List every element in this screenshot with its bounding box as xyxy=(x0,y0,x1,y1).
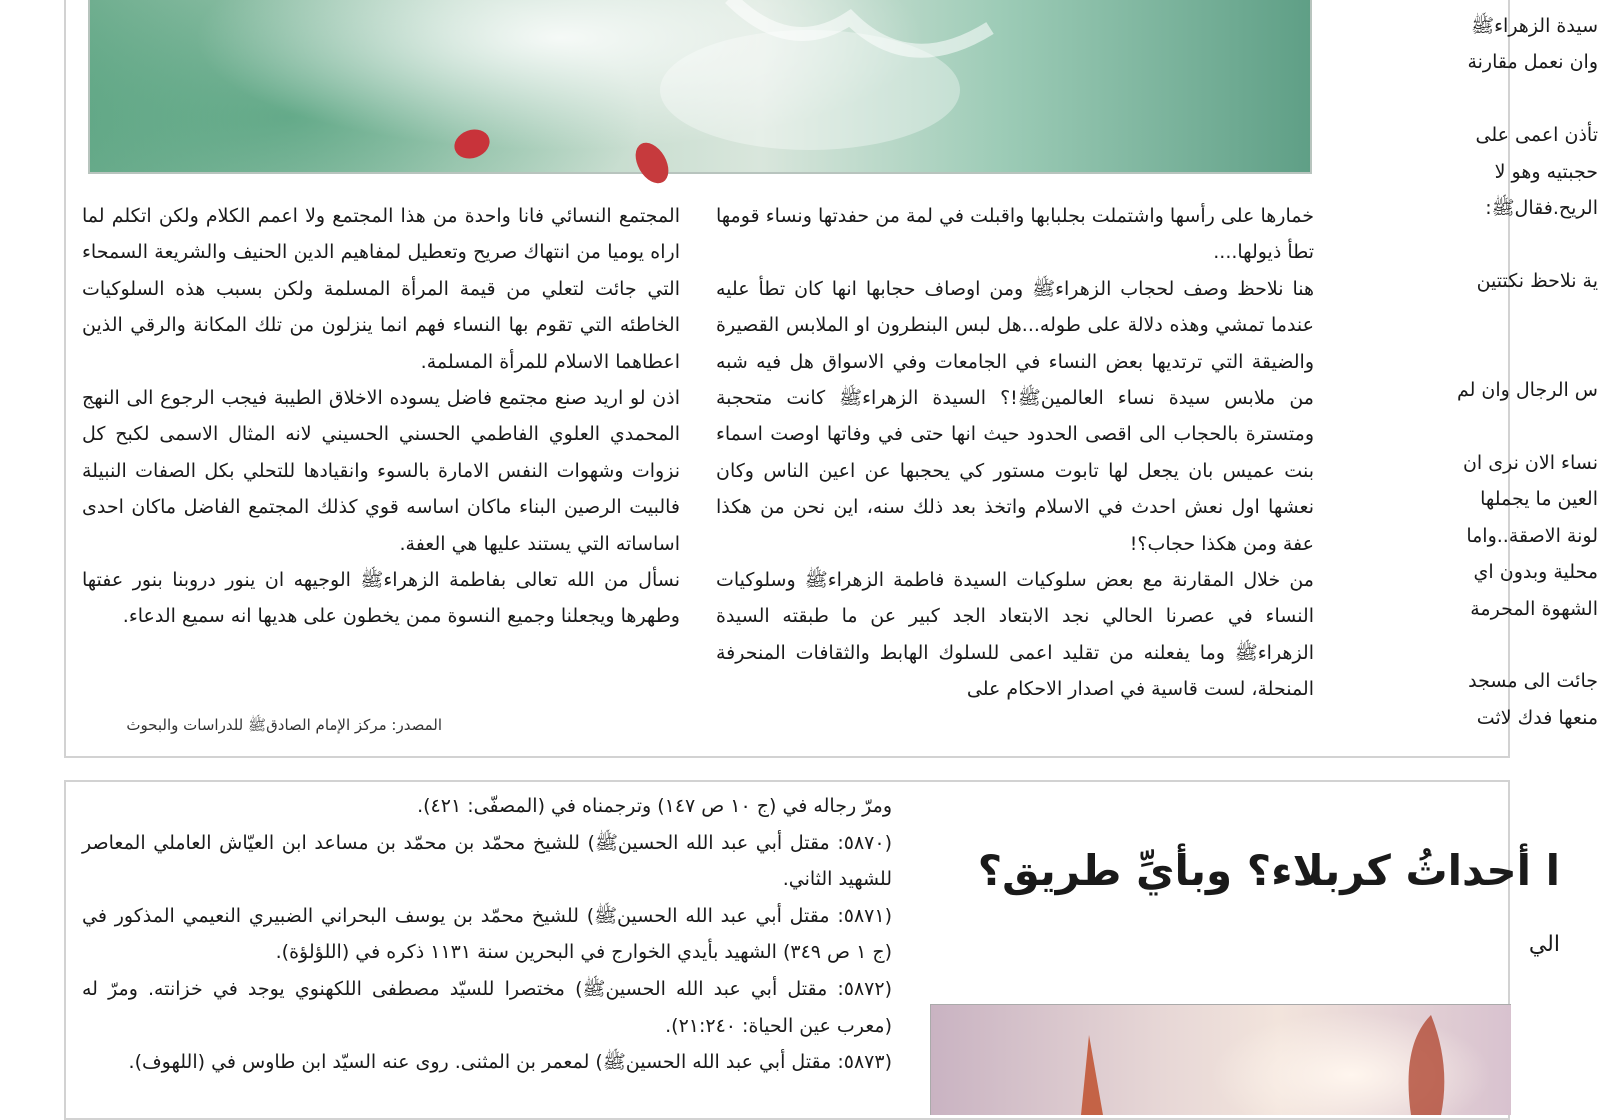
right-column-text xyxy=(1338,8,1598,736)
reference-entry: (٥٨٧٢: مقتل أبي عبد الله الحسينﷺ) مختصرا للسيّد مصطفى اللكهنوي يوجد في خزانته. ومرّ له (معرب عين الحياة: ٢١:٢٤٠). xyxy=(82,977,892,1037)
reference-entry: (٥٨٧١: مقتل أبي عبد الله الحسينﷺ) للشيخ محمّد بن يوسف البحراني الضبيري النعيمي المذكور في (ج ١ ص ٣٤٩) الشهيد بأيدي الخوارج في البحرين سنة ١١٣١ ذكره في (اللؤلؤة). xyxy=(82,904,892,964)
center-column-text xyxy=(716,198,1314,708)
article-headline: ا أحداثُ كربلاء؟ وبأيِّ طريق؟ xyxy=(977,846,1560,895)
right-line: ية نلاحظ نكتتين xyxy=(1476,269,1598,292)
right-line xyxy=(1338,81,1598,117)
center-paragraph: خمارها على رأسها واشتملت بجلبابها واقبلت في لمة من حفدتها ونساء قومها تطأ ذيولها.... xyxy=(716,205,1314,264)
right-line: جائت الى مسجد xyxy=(1468,670,1598,693)
source-credit: المصدر: مركز الإمام الصادقﷺ للدراسات والبحوث xyxy=(126,716,442,734)
right-line xyxy=(1338,408,1598,444)
right-line: الريح.فقالﷺ: xyxy=(1485,197,1598,220)
right-line: العين ما يجملها xyxy=(1480,488,1598,511)
right-line: منعها فدك لاثت xyxy=(1476,706,1598,729)
rose-petals-icon xyxy=(90,0,1310,172)
article-byline: الي xyxy=(1528,932,1560,957)
right-line xyxy=(1338,627,1598,663)
left-column-text xyxy=(82,198,680,635)
hero-image xyxy=(88,0,1312,174)
left-paragraph: المجتمع النسائي فانا واحدة من هذا المجتمع ولا اعمم الكلام ولكن اتكلم لما اراه يوميا من انتهاك صريح وتعطيل لمفاهيم الدين الحنيف والشريعة السمحاء التي جائت لتعلي من قيمة المرأة المسلمة ولكن بسبب هذه السلوكيات الخاطئه التي تقوم بها النساء فهم انما ينزلون من تلك المكانة والرقي الذين اعطاهما الاسلام للمرأة المسلمة. xyxy=(82,205,680,373)
center-paragraph: هنا نلاحظ وصف لحجاب الزهراءﷺ ومن اوصاف حجابها انها كان تطأ عليه عندما تمشي وهذه دلالة على طوله...هل لبس البنطرون او الملابس القصيرة والضيقة التي ترتديها بعض النساء في الجامعات وفي الاسواق هل فيه شبه من ملابس سيدة نساء العالمينﷺ!؟ السيدة الزهراءﷺ كانت متحجبة ومتسترة بالحجاب الى اقصى الحدود حيث انها حتى في وفاتها اوصت اسماء بنت عميس بان يجعل لها تابوت مستور كي يحجبها عن اعين الناس وكان نعشها اول نعش احدث في الاسلام واتخذ بعد ذلك سنه، اين نحن من هكذا عفة ومن هكذا حجاب؟! xyxy=(716,277,1314,555)
right-line: لونة الاصقة..واما xyxy=(1466,524,1598,547)
center-paragraph: من خلال المقارنة مع بعض سلوكيات السيدة فاطمة الزهراءﷺ وسلوكيات النساء في عصرنا الحالي نجد الابتعاد الجد كبير عن ما طبقته السيدة الزهراءﷺ وما يفعلنه من تقليد اعمى للسلوك الهابط والثقافات المنحرفة المنحلة، لست قاسية في اصدار الاحكام على xyxy=(716,569,1314,701)
reference-entry: (٥٨٧٠: مقتل أبي عبد الله الحسينﷺ) للشيخ محمّد بن محمّد بن مساعد ابن العيّاش العاملي المعاصر للشهيد الثاني. xyxy=(82,831,892,891)
right-line: تأذن اعمى على xyxy=(1475,124,1598,147)
left-paragraph: اذن لو اريد صنع مجتمع فاضل يسوده الاخلاق الطيبة فيجب الرجوع الى النهج المحمدي العلوي الفاطمي الحسني الحسيني لانه المثال الاسمى لكبح كل نزوات وشهوات النفس الامارة بالسوء وانقيادها للتحلي بكل الصفات النبيلة فالبيت الرصين البناء ماكان اساسه قوي كذلك المجتمع الفاضل ماكان احدى اساساته التي يستند عليها هي العفة. xyxy=(82,387,680,555)
article-image xyxy=(930,1004,1511,1115)
right-line: محلية وبدون اي xyxy=(1473,561,1598,584)
right-line xyxy=(1338,299,1598,335)
references-list xyxy=(82,788,892,1081)
reference-entry: ومرّ رجاله في (ج ١٠ ص ١٤٧) وترجمناه في (المصفّى: ٤٢١). xyxy=(417,795,892,817)
right-line: س الرجال وان لم xyxy=(1456,379,1598,402)
right-line xyxy=(1338,226,1598,262)
right-line: وان نعمل مقارنة xyxy=(1467,51,1598,74)
reference-entry: (٥٨٧٣: مقتل أبي عبد الله الحسينﷺ) لمعمر بن المثنى. روى عنه السيّد ابن طاوس في (اللهوف). xyxy=(128,1051,892,1074)
right-line xyxy=(1338,336,1598,372)
right-line: حجبتيه وهو لا xyxy=(1494,160,1598,183)
right-line: نساء الان نرى ان xyxy=(1462,451,1598,474)
flags-illustration-icon xyxy=(931,1005,1511,1115)
right-line: الشهوة المحرمة xyxy=(1470,597,1598,620)
left-paragraph: نسأل من الله تعالى بفاطمة الزهراءﷺ الوجيهه ان ينور دروبنا بنور عفتها وطهرها ويجعلنا وجميع النسوة ممن يخطون على هديها انه سميع الدعاء. xyxy=(82,569,680,628)
right-line: سيدة الزهراءﷺ xyxy=(1471,15,1598,37)
